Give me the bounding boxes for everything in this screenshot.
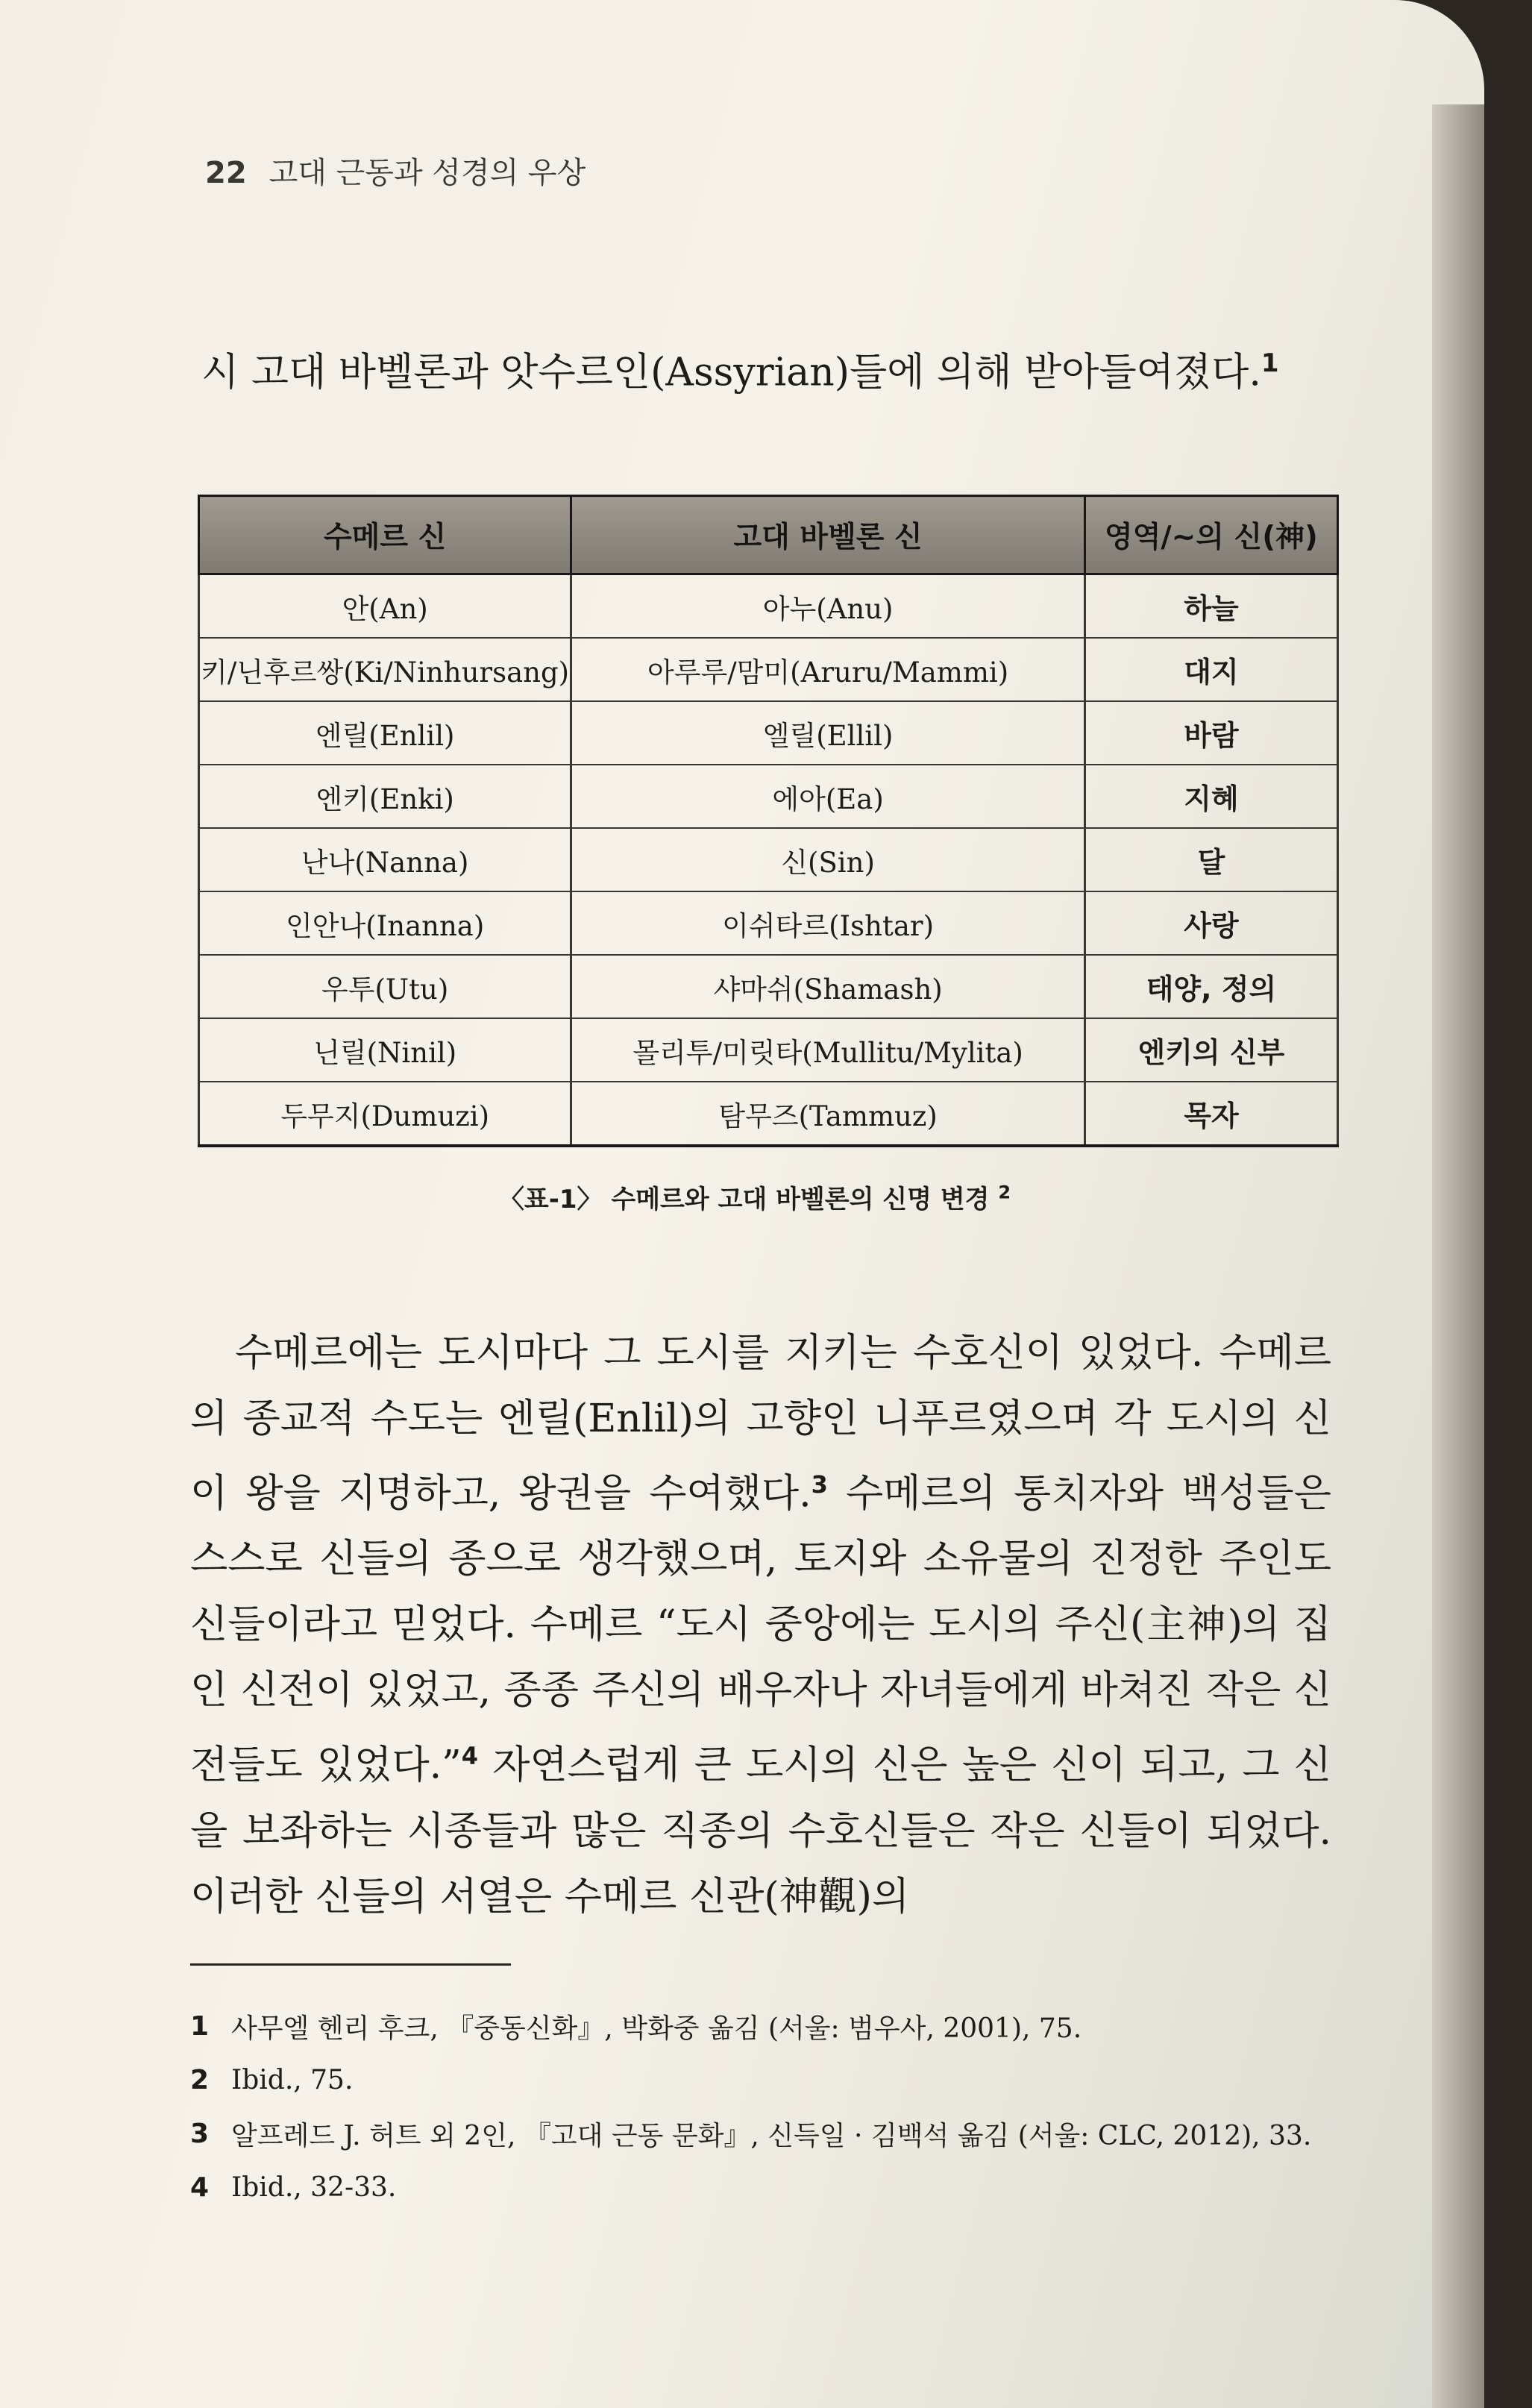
body-text-part: 자연스럽게 큰 도시의 신은 높은 신이 되고, 그 신을 보좌하는 시종들과 많은 직종의 수호신들은 작은 신들이 되었다. 이러한 신들의 서열은 수메르 신관(神觀)의 (190, 1743, 1331, 1919)
babylonian-cell: 아누(Anu) (571, 574, 1085, 639)
footnote-number: 4 (190, 2172, 210, 2203)
col-header-realm: 영역/~의 신(神) (1084, 496, 1337, 574)
lead-paragraph (201, 347, 1365, 398)
realm-cell: 지혜 (1084, 765, 1337, 828)
col-header-sumerian: 수메르 신 (199, 496, 571, 574)
sumerian-cell: 닌릴(Ninil) (199, 1018, 571, 1082)
babylonian-cell: 탐무즈(Tammuz) (571, 1082, 1085, 1146)
page-number: 22 (205, 156, 247, 190)
table-row (199, 765, 1338, 828)
realm-cell: 엔키의 신부 (1084, 1018, 1337, 1082)
footnote-ref: 3 (811, 1470, 828, 1499)
babylonian-cell: 신(Sin) (571, 828, 1085, 891)
footnote-ref: 1 (1261, 348, 1279, 378)
footnote-number: 2 (190, 2064, 210, 2095)
sumerian-cell: 키/닌후르쌍(Ki/Ninhursang) (199, 638, 571, 701)
body-text-part: 수메르에는 도시마다 그 도시를 지키는 수호신이 있었다. 수메르의 종교적 수도는 엔릴(Enlil)의 고향인 니푸르였으며 각 도시의 신이 왕을 지명하고, 왕권을 수여했다. (190, 1331, 1331, 1517)
realm-cell: 달 (1084, 828, 1337, 891)
realm-cell: 사랑 (1084, 891, 1337, 955)
footnote-ref: 4 (461, 1742, 478, 1771)
body-text-part: 수메르의 통치자와 백성들은 스스로 신들의 종으로 생각했으며, 토지와 소유물의 진정한 주인도 신들이라고 믿었다. 수메르 “도시 중앙에는 도시의 주신(主神)의 집인 신전이 있었고, 종종 주신의 배우자나 자녀들에게 바쳐진 작은 신전들도 있었다.” (190, 1471, 1331, 1788)
babylonian-cell: 엘릴(Ellil) (571, 701, 1085, 765)
realm-cell: 태양, 정의 (1084, 955, 1337, 1018)
babylonian-cell: 샤마쉬(Shamash) (571, 955, 1085, 1018)
table-header-row (199, 496, 1338, 574)
footnote-ref: 2 (998, 1182, 1011, 1203)
sumerian-cell: 인안나(Inanna) (199, 891, 571, 955)
running-header (205, 149, 586, 192)
footnote-text: 알프레드 J. 허트 외 2인, 『고대 근동 문화』, 신득일 · 김백석 옮김 (서울: CLC, 2012), 33. (231, 2120, 1312, 2151)
body-paragraph (190, 1320, 1331, 1930)
sumerian-cell: 우투(Utu) (199, 955, 571, 1018)
running-title: 고대 근동과 성경의 우상 (269, 156, 586, 190)
col-header-babylonian: 고대 바벨론 신 (571, 496, 1085, 574)
footnote-text: 사무엘 헨리 후크, 『중동신화』, 박화중 옮김 (서울: 범우사, 2001), 75. (231, 2013, 1082, 2044)
footnote-divider (190, 1963, 511, 1966)
sumerian-cell: 안(An) (199, 574, 571, 639)
table-row (199, 955, 1338, 1018)
babylonian-cell: 이쉬타르(Ishtar) (571, 891, 1085, 955)
god-names-table (198, 495, 1339, 1147)
babylonian-cell: 에아(Ea) (571, 765, 1085, 828)
caption-text: 〈표-1〉 수메르와 고대 바벨론의 신명 변경 (498, 1185, 990, 1214)
table-row (199, 891, 1338, 955)
sumerian-cell: 두무지(Dumuzi) (199, 1082, 571, 1146)
lead-text: 시 고대 바벨론과 앗수르인(Assyrian)들에 의해 받아들여졌다. (201, 350, 1261, 395)
table-row (199, 701, 1338, 765)
realm-cell: 바람 (1084, 701, 1337, 765)
sumerian-cell: 난나(Nanna) (199, 828, 571, 891)
footnote-text: Ibid., 32-33. (231, 2172, 397, 2203)
babylonian-cell: 아루루/맘미(Aruru/Mammi) (571, 638, 1085, 701)
realm-cell: 목자 (1084, 1082, 1337, 1146)
realm-cell: 대지 (1084, 638, 1337, 701)
footnote (190, 2107, 1354, 2160)
footnote-number: 1 (190, 2010, 210, 2042)
footnote (190, 2053, 1354, 2107)
footnote-number: 3 (190, 2118, 210, 2149)
table-row (199, 1082, 1338, 1146)
table-row (199, 1018, 1338, 1082)
footnotes (190, 1999, 1354, 2214)
sumerian-cell: 엔릴(Enlil) (199, 701, 571, 765)
table-row (199, 828, 1338, 891)
table-row (199, 638, 1338, 701)
babylonian-cell: 몰리투/미릿타(Mullitu/Mylita) (571, 1018, 1085, 1082)
footnote (190, 1999, 1354, 2053)
table-caption (0, 1179, 1484, 1215)
page-edge (1432, 104, 1484, 2408)
sumerian-cell: 엔키(Enki) (199, 765, 571, 828)
table-row (199, 574, 1338, 639)
footnote-text: Ibid., 75. (231, 2064, 354, 2095)
footnote (190, 2160, 1354, 2214)
realm-cell: 하늘 (1084, 574, 1337, 639)
